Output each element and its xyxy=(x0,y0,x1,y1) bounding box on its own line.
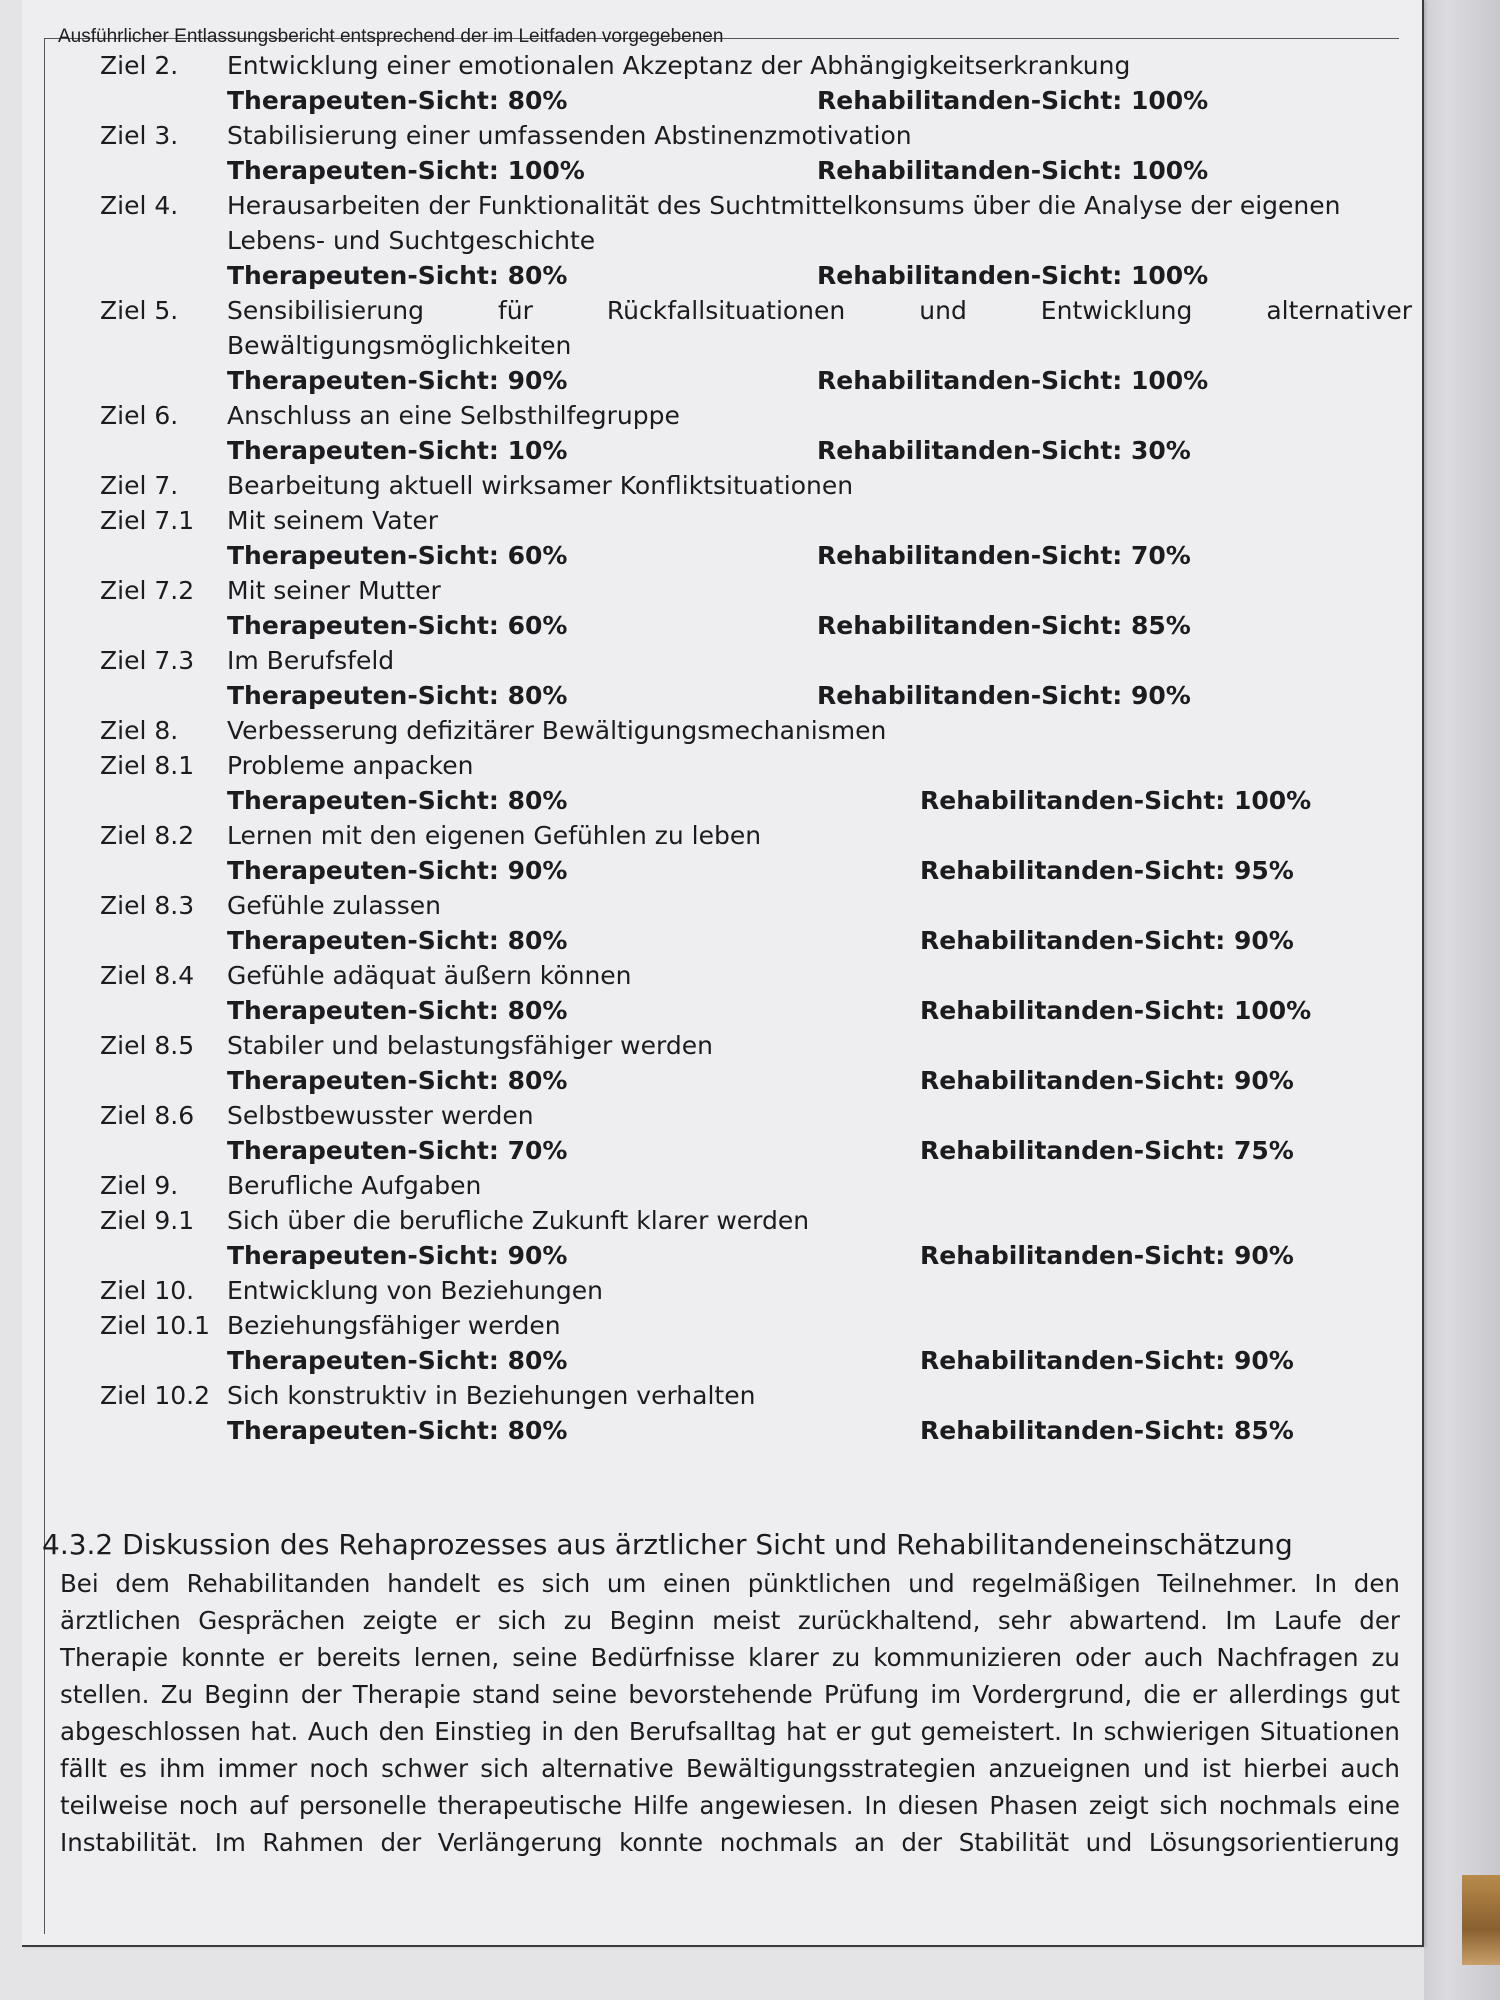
word: schwer xyxy=(381,1754,469,1783)
word: personelle xyxy=(298,1791,427,1820)
word: schwierigen xyxy=(1103,1717,1251,1746)
goal-title-row xyxy=(22,48,1422,83)
word: zu xyxy=(831,1643,861,1672)
goal-number: Ziel 7.3 xyxy=(100,646,195,675)
rehab-rating: Rehabilitanden-Sicht: 90% xyxy=(920,1241,1294,1270)
goal-title-continuation: Lebens- und Suchtgeschichte xyxy=(227,226,596,255)
goal-title-row xyxy=(22,1098,1422,1133)
word: gut xyxy=(1359,1680,1400,1709)
word: noch xyxy=(309,1754,369,1783)
word: der xyxy=(901,1828,943,1857)
therapist-rating: Therapeuten-Sicht: 90% xyxy=(227,1241,568,1270)
word: noch xyxy=(178,1791,239,1820)
rehab-rating: Rehabilitanden-Sicht: 75% xyxy=(920,1136,1294,1165)
goal-rating-row xyxy=(22,363,1422,398)
goal-title-row xyxy=(22,1308,1422,1343)
goal-rating-row xyxy=(22,993,1422,1028)
therapist-rating: Therapeuten-Sicht: 60% xyxy=(227,541,568,570)
goal-number: Ziel 10.1 xyxy=(100,1311,211,1340)
goal-rating-row xyxy=(22,678,1422,713)
goal-title: Gefühle adäquat äußern können xyxy=(227,961,632,990)
page-edge-shadow xyxy=(1424,0,1500,2000)
word: Verlängerung xyxy=(437,1828,603,1857)
word: In xyxy=(864,1791,888,1820)
word: teilweise xyxy=(60,1791,169,1820)
therapist-rating: Therapeuten-Sicht: 80% xyxy=(227,1346,568,1375)
word: zu xyxy=(563,1606,593,1635)
word: und xyxy=(1143,1754,1190,1783)
word: allerdings xyxy=(1228,1680,1349,1709)
word: immer xyxy=(217,1754,298,1783)
goal-number: Ziel 10. xyxy=(100,1276,195,1305)
word: konnte xyxy=(619,1828,704,1857)
word: Zu xyxy=(160,1680,194,1709)
word: angewiesen. xyxy=(699,1791,854,1820)
goal-number: Ziel 8.4 xyxy=(100,961,195,990)
word: ist xyxy=(1201,1754,1232,1783)
rehab-rating: Rehabilitanden-Sicht: 30% xyxy=(817,436,1191,465)
section-paragraph xyxy=(60,1565,1402,1861)
therapist-rating: Therapeuten-Sicht: 80% xyxy=(227,996,568,1025)
word: regelmäßigen xyxy=(971,1569,1141,1598)
word: seine xyxy=(551,1680,618,1709)
word: Hilfe xyxy=(632,1791,689,1820)
word: zu xyxy=(1371,1643,1400,1672)
word: sich xyxy=(480,1754,529,1783)
rehab-rating: Rehabilitanden-Sicht: 95% xyxy=(920,856,1294,885)
word: auf xyxy=(249,1791,289,1820)
word: Rehabilitanden xyxy=(186,1569,371,1598)
word: Therapie xyxy=(60,1643,169,1672)
background-shelf xyxy=(1462,1875,1500,1965)
word: der xyxy=(1359,1606,1400,1635)
goal-title: Im Berufsfeld xyxy=(227,646,395,675)
goal-title-row xyxy=(22,1273,1422,1308)
goal-rating-row xyxy=(22,433,1422,468)
goal-title-row xyxy=(22,818,1422,853)
goal-title: Mit seiner Mutter xyxy=(227,576,441,605)
word: den xyxy=(1353,1569,1400,1598)
goal-number: Ziel 8.1 xyxy=(100,751,195,780)
therapist-rating: Therapeuten-Sicht: 80% xyxy=(227,1066,568,1095)
goal-number: Ziel 2. xyxy=(100,51,179,80)
word: den xyxy=(573,1717,620,1746)
word: bevorstehende xyxy=(628,1680,813,1709)
goal-rating-row xyxy=(22,153,1422,188)
word: Vordergrund, xyxy=(972,1680,1133,1709)
rehab-rating: Rehabilitanden-Sicht: 100% xyxy=(817,156,1209,185)
document-page xyxy=(22,0,1424,1947)
goal-title: Berufliche Aufgaben xyxy=(227,1171,482,1200)
goal-rating-row xyxy=(22,1063,1422,1098)
rehab-rating: Rehabilitanden-Sicht: 100% xyxy=(920,786,1312,815)
word: um xyxy=(606,1569,647,1598)
word: anzueignen xyxy=(988,1754,1131,1783)
word: eine xyxy=(1347,1791,1400,1820)
word: dem xyxy=(115,1569,170,1598)
word: bereits xyxy=(316,1643,401,1672)
goal-number: Ziel 9.1 xyxy=(100,1206,195,1235)
word: zeigt xyxy=(1088,1791,1149,1820)
discussion-section xyxy=(42,1525,1402,1861)
word: und xyxy=(908,1569,955,1598)
goals-list xyxy=(22,48,1422,1448)
goal-title-row xyxy=(22,643,1422,678)
word: Prüfung xyxy=(823,1680,920,1709)
therapist-rating: Therapeuten-Sicht: 60% xyxy=(227,611,568,640)
word: Berufsalltag xyxy=(628,1717,777,1746)
goal-rating-row xyxy=(22,853,1422,888)
therapist-rating: Therapeuten-Sicht: 90% xyxy=(227,856,568,885)
word: hat xyxy=(786,1717,827,1746)
word: Situationen xyxy=(1259,1717,1400,1746)
goal-number: Ziel 6. xyxy=(100,401,179,430)
goal-title: Anschluss an eine Selbsthilfegruppe xyxy=(227,401,680,430)
word: Lösungsorientierung xyxy=(1148,1828,1400,1857)
goal-title: Entwicklung von Beziehungen xyxy=(227,1276,604,1305)
goal-title: Gefühle zulassen xyxy=(227,891,442,920)
goal-title-continuation: Bewältigungsmöglichkeiten xyxy=(227,331,572,360)
goal-title-word: alternativer xyxy=(1266,296,1412,325)
word: abwartend. xyxy=(1068,1606,1208,1635)
therapist-rating: Therapeuten-Sicht: 80% xyxy=(227,1416,568,1445)
goal-number: Ziel 7. xyxy=(100,471,179,500)
rehab-rating: Rehabilitanden-Sicht: 85% xyxy=(817,611,1191,640)
rehab-rating: Rehabilitanden-Sicht: 100% xyxy=(817,366,1209,395)
word: sich xyxy=(1159,1791,1209,1820)
paragraph-line xyxy=(60,1676,1400,1713)
rehab-rating: Rehabilitanden-Sicht: 70% xyxy=(817,541,1191,570)
rehab-rating: Rehabilitanden-Sicht: 85% xyxy=(920,1416,1294,1445)
paragraph-line xyxy=(60,1750,1400,1787)
rehab-rating: Rehabilitanden-Sicht: 90% xyxy=(920,1346,1294,1375)
goal-title-word: Rückfallsituationen xyxy=(606,296,846,325)
word: Instabilität. xyxy=(60,1828,199,1857)
word: lernen, xyxy=(413,1643,500,1672)
therapist-rating: Therapeuten-Sicht: 80% xyxy=(227,681,568,710)
paragraph-line xyxy=(60,1787,1400,1824)
goal-rating-row xyxy=(22,538,1422,573)
word: sich xyxy=(541,1569,591,1598)
word: ärztlichen xyxy=(60,1606,181,1635)
goal-title-row xyxy=(22,1378,1422,1413)
word: Gesprächen xyxy=(198,1606,346,1635)
word: einen xyxy=(662,1569,731,1598)
goal-title-word: für xyxy=(497,296,533,325)
goal-title: Sich konstruktiv in Beziehungen verhalten xyxy=(227,1381,756,1410)
goal-title-row xyxy=(22,1028,1422,1063)
word: auch xyxy=(1340,1754,1400,1783)
goal-rating-row xyxy=(22,83,1422,118)
word: Therapie xyxy=(352,1680,461,1709)
therapist-rating: Therapeuten-Sicht: 80% xyxy=(227,261,568,290)
word: es xyxy=(119,1754,147,1783)
word: hat. xyxy=(250,1717,299,1746)
word: abgeschlossen xyxy=(60,1717,241,1746)
goal-title-row xyxy=(22,118,1422,153)
word: hierbei xyxy=(1243,1754,1329,1783)
word: meist xyxy=(712,1606,781,1635)
word: sich xyxy=(497,1606,547,1635)
word: es xyxy=(497,1569,525,1598)
rehab-rating: Rehabilitanden-Sicht: 90% xyxy=(920,926,1294,955)
goal-title-row xyxy=(22,713,1422,748)
goal-title: Probleme anpacken xyxy=(227,751,474,780)
word: In xyxy=(1071,1717,1095,1746)
word: diesen xyxy=(897,1791,979,1820)
word: den xyxy=(378,1717,425,1746)
word: klarer xyxy=(748,1643,819,1672)
goal-title-row xyxy=(22,293,1422,328)
word: Auch xyxy=(307,1717,370,1746)
word: stellen. xyxy=(60,1680,150,1709)
word: Einstieg xyxy=(434,1717,532,1746)
goal-title-word: Sensibilisierung xyxy=(227,296,424,325)
goal-title-row xyxy=(22,1203,1422,1238)
therapist-rating: Therapeuten-Sicht: 80% xyxy=(227,86,568,115)
word: Phasen xyxy=(989,1791,1079,1820)
paragraph-line xyxy=(60,1639,1400,1676)
goal-title-row xyxy=(22,573,1422,608)
goal-title-word: Entwicklung xyxy=(1040,296,1193,325)
word: und xyxy=(1085,1828,1133,1857)
goal-title-row xyxy=(22,748,1422,783)
goal-title-row xyxy=(22,503,1422,538)
goal-title: Mit seinem Vater xyxy=(227,506,439,535)
word: er xyxy=(835,1717,861,1746)
therapist-rating: Therapeuten-Sicht: 70% xyxy=(227,1136,568,1165)
word: der xyxy=(380,1828,422,1857)
goal-number: Ziel 7.2 xyxy=(100,576,195,605)
word: Teilnehmer. xyxy=(1157,1569,1298,1598)
word: Bedürfnisse xyxy=(590,1643,736,1672)
word: nochmals xyxy=(719,1828,838,1857)
goal-title-row xyxy=(22,958,1422,993)
rehab-rating: Rehabilitanden-Sicht: 90% xyxy=(920,1066,1294,1095)
word: zeigte xyxy=(362,1606,438,1635)
goal-title-row xyxy=(22,1168,1422,1203)
goal-title: Lernen mit den eigenen Gefühlen zu leben xyxy=(227,821,762,850)
word: stand xyxy=(472,1680,541,1709)
word: Rahmen xyxy=(262,1828,364,1857)
word: Im xyxy=(1225,1606,1257,1635)
word: In xyxy=(1314,1569,1338,1598)
word: an xyxy=(854,1828,885,1857)
goal-title-row xyxy=(22,888,1422,923)
word: fällt xyxy=(60,1754,107,1783)
goal-rating-row xyxy=(22,923,1422,958)
rehab-rating: Rehabilitanden-Sicht: 100% xyxy=(817,86,1209,115)
word: Stabilität xyxy=(958,1828,1070,1857)
goal-title-word: und xyxy=(919,296,967,325)
word: alternative xyxy=(541,1754,674,1783)
word: therapeutische xyxy=(437,1791,623,1820)
goal-rating-row xyxy=(22,783,1422,818)
goal-number: Ziel 10.2 xyxy=(100,1381,211,1410)
word: er xyxy=(455,1606,481,1635)
goal-number: Ziel 8.3 xyxy=(100,891,195,920)
page-header: Ausführlicher Entlassungsbericht entsprechend der im Leitfaden vorgegebenen xyxy=(58,26,724,47)
word: kommunizieren xyxy=(873,1643,1063,1672)
therapist-rating: Therapeuten-Sicht: 100% xyxy=(227,156,585,185)
word: ihm xyxy=(159,1754,206,1783)
section-title: 4.3.2 Diskussion des Rehaprozesses aus ärztlicher Sicht und Rehabilitandeneinschätzung xyxy=(42,1528,1293,1561)
word: konnte xyxy=(181,1643,266,1672)
goal-title: Bearbeitung aktuell wirksamer Konfliktsituationen xyxy=(227,471,854,500)
paragraph-line xyxy=(60,1713,1400,1750)
goal-rating-row xyxy=(22,1133,1422,1168)
goal-title-row xyxy=(22,188,1422,223)
word: oder xyxy=(1075,1643,1131,1672)
word: die xyxy=(1143,1680,1181,1709)
goal-number: Ziel 9. xyxy=(100,1171,179,1200)
goal-title: Beziehungsfähiger werden xyxy=(227,1311,561,1340)
goal-number: Ziel 4. xyxy=(100,191,179,220)
goal-number: Ziel 8.5 xyxy=(100,1031,195,1060)
word: seine xyxy=(512,1643,578,1672)
word: gut xyxy=(870,1717,912,1746)
word: zurückhaltend, xyxy=(797,1606,981,1635)
word: handelt xyxy=(387,1569,481,1598)
goal-title: Selbstbewusster werden xyxy=(227,1101,534,1130)
word: er xyxy=(1192,1680,1218,1709)
goal-title: Sich über die berufliche Zukunft klarer werden xyxy=(227,1206,810,1235)
word: gemeistert. xyxy=(920,1717,1062,1746)
goal-title-continuation-row xyxy=(22,328,1422,363)
goal-title xyxy=(227,293,1412,328)
word: sehr xyxy=(997,1606,1052,1635)
rehab-rating: Rehabilitanden-Sicht: 100% xyxy=(920,996,1312,1025)
word: Beginn xyxy=(204,1680,290,1709)
goal-rating-row xyxy=(22,608,1422,643)
word: Bei xyxy=(60,1569,99,1598)
word: im xyxy=(930,1680,962,1709)
word: Im xyxy=(214,1828,246,1857)
word: Laufe xyxy=(1273,1606,1342,1635)
rehab-rating: Rehabilitanden-Sicht: 100% xyxy=(817,261,1209,290)
word: Nachfragen xyxy=(1216,1643,1359,1672)
goal-number: Ziel 8.6 xyxy=(100,1101,195,1130)
word: Bewältigungsstrategien xyxy=(685,1754,977,1783)
goal-number: Ziel 8.2 xyxy=(100,821,195,850)
goal-title-row xyxy=(22,468,1422,503)
goal-title-row xyxy=(22,398,1422,433)
goal-number: Ziel 5. xyxy=(100,296,179,325)
word: er xyxy=(278,1643,304,1672)
paragraph-line xyxy=(60,1824,1400,1861)
therapist-rating: Therapeuten-Sicht: 10% xyxy=(227,436,568,465)
therapist-rating: Therapeuten-Sicht: 80% xyxy=(227,926,568,955)
goal-rating-row xyxy=(22,1343,1422,1378)
paragraph-line xyxy=(60,1602,1400,1639)
goal-title-continuation-row xyxy=(22,223,1422,258)
goal-rating-row xyxy=(22,1238,1422,1273)
goal-title: Entwicklung einer emotionalen Akzeptanz der Abhängigkeitserkrankung xyxy=(227,51,1131,80)
word: Beginn xyxy=(609,1606,695,1635)
goal-title: Stabilisierung einer umfassenden Abstinenzmotivation xyxy=(227,121,912,150)
goal-number: Ziel 7.1 xyxy=(100,506,195,535)
word: auch xyxy=(1143,1643,1204,1672)
goal-title: Herausarbeiten der Funktionalität des Suchtmittelkonsums über die Analyse der eigenen xyxy=(227,191,1341,220)
paragraph-line xyxy=(60,1565,1400,1602)
word: der xyxy=(300,1680,342,1709)
therapist-rating: Therapeuten-Sicht: 90% xyxy=(227,366,568,395)
therapist-rating: Therapeuten-Sicht: 80% xyxy=(227,786,568,815)
word: pünktlichen xyxy=(747,1569,892,1598)
word: nochmals xyxy=(1218,1791,1337,1820)
word: in xyxy=(541,1717,564,1746)
goal-number: Ziel 8. xyxy=(100,716,179,745)
goal-number: Ziel 3. xyxy=(100,121,179,150)
goal-rating-row xyxy=(22,1413,1422,1448)
goal-title: Stabiler und belastungsfähiger werden xyxy=(227,1031,713,1060)
goal-rating-row xyxy=(22,258,1422,293)
rehab-rating: Rehabilitanden-Sicht: 90% xyxy=(817,681,1191,710)
goal-title: Verbesserung defizitärer Bewältigungsmechanismen xyxy=(227,716,887,745)
